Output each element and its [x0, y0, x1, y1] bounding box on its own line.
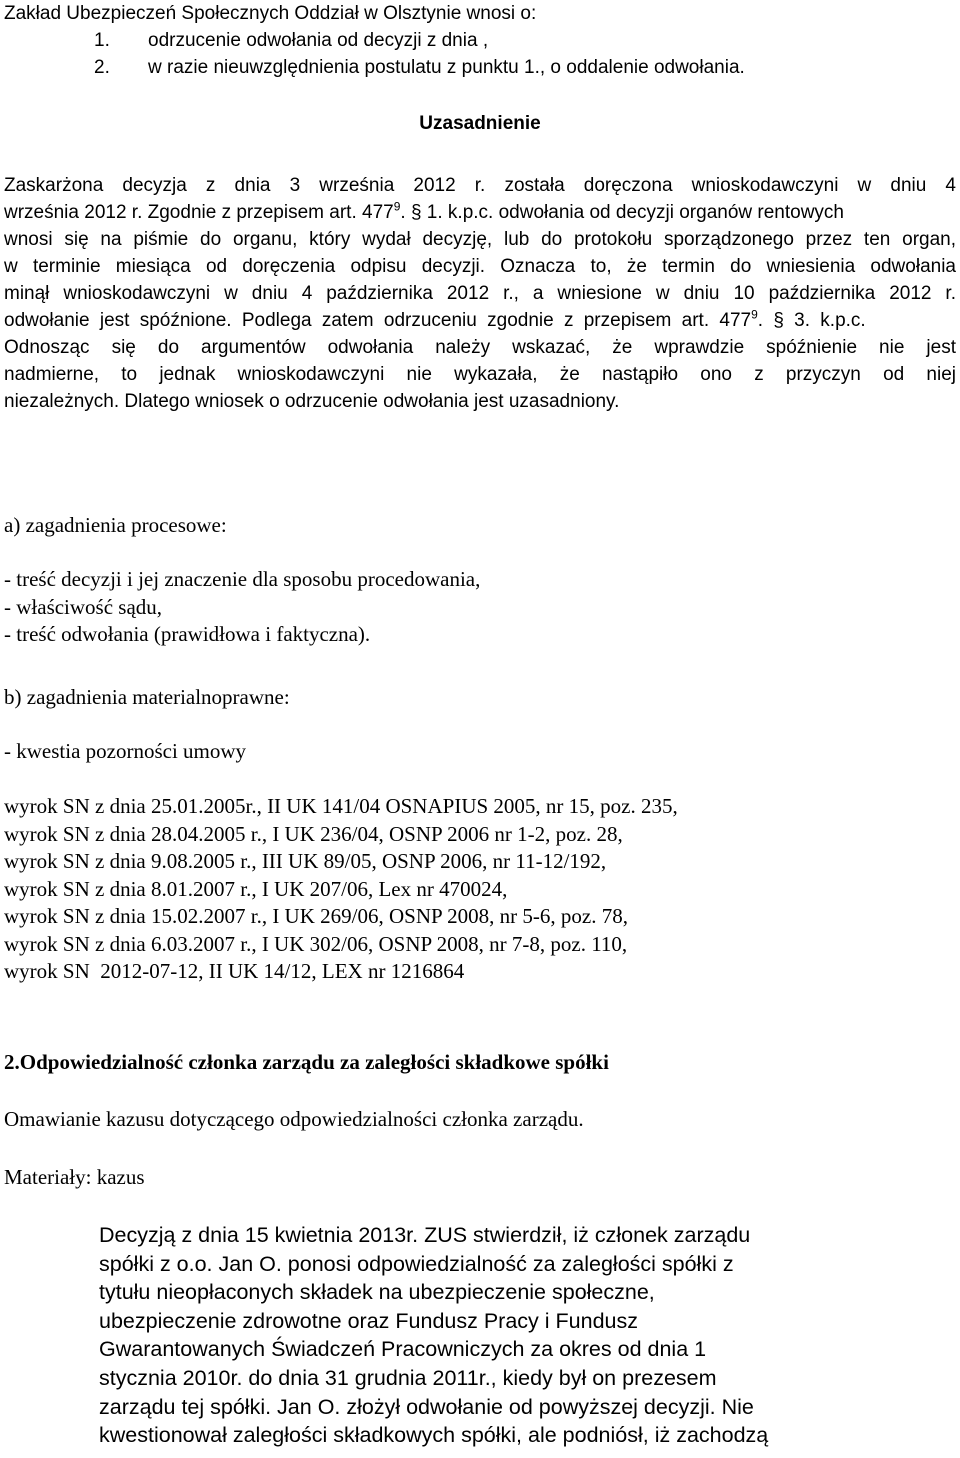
paragraph-line: [4, 199, 956, 226]
case-line: ubezpieczenie zdrowotne oraz Fundusz Pracy i Fundusz: [99, 1308, 638, 1333]
ruling-item: wyrok SN 2012-07-12, II UK 14/12, LEX nr 1216864: [4, 959, 465, 983]
list-text: w razie nieuwzględnienia postulatu z punktu 1., o oddalenie odwołania.: [148, 57, 745, 78]
superscript: 9: [393, 199, 401, 214]
paragraph-text: . § 1. k.p.c. odwołania od decyzji organów rentowych: [400, 202, 844, 223]
case-line: zarządu tej spółki. Jan O. złożył odwołanie od powyższej decyzji. Nie: [99, 1394, 754, 1419]
paragraph-line: Zaskarżona decyzja z dnia 3 września 2012 r. została doręczona wnioskodawczyni w dniu 4: [4, 175, 956, 196]
ruling-item: wyrok SN z dnia 28.04.2005 r., I UK 236/04, OSNP 2006 nr 1-2, poz. 28,: [4, 821, 623, 846]
material-title: b) zagadnienia materialnoprawne:: [4, 685, 290, 709]
case-line: Gwarantowanych Świadczeń Pracowniczych za okres od dnia 1: [99, 1337, 707, 1362]
list-item: - kwestia pozorności umowy: [4, 739, 247, 763]
paragraph-line: minął wnioskodawczyni w dniu 4 października 2012 r., a wniesione w dniu 10 października 2012 r.: [4, 283, 956, 304]
rulings-list: [4, 793, 956, 986]
ruling-item: wyrok SN z dnia 9.08.2005 r., III UK 89/05, OSNP 2006, nr 11-12/192,: [4, 849, 607, 873]
paragraph-line: Odnosząc się do argumentów odwołania należy wskazać, że wprawdzie spóźnienie nie jest: [4, 337, 956, 358]
case-line: stycznia 2010r. do dnia 31 grudnia 2011r., kiedy był on prezesem: [99, 1365, 717, 1390]
list-number: 2.: [94, 57, 110, 78]
justification-paragraph: [4, 172, 956, 415]
section-2-materials: Materiały: kazus: [4, 1165, 145, 1189]
procedural-list: [4, 566, 956, 649]
list-text: odrzucenie odwołania od decyzji z dnia ,: [148, 30, 489, 51]
paragraph-text: . § 3. k.p.c.: [757, 310, 866, 331]
section-2-title: 2.Odpowiedzialność członka zarządu za zaległości składkowe spółki: [4, 1050, 609, 1074]
case-text: [99, 1221, 899, 1450]
paragraph-line: nadmierne, to jednak wnioskodawczyni nie wykazała, że nastąpiło ono z przyczyn od niej: [4, 364, 956, 385]
ruling-item: wyrok SN z dnia 25.01.2005r., II UK 141/04 OSNAPIUS 2005, nr 15, poz. 235,: [4, 794, 678, 818]
paragraph-text: września 2012 r. Zgodnie z przepisem art. 477: [4, 202, 394, 223]
intro-lead: Zakład Ubezpieczeń Społecznych Oddział w Olsztynie wnosi o:: [4, 3, 537, 24]
case-line: tytułu nieopłaconych składek na ubezpieczenie społeczne,: [99, 1280, 655, 1305]
case-line: Decyzją z dnia 15 kwietnia 2013r. ZUS stwierdził, iż członek zarządu: [99, 1223, 751, 1247]
paragraph-line: w terminie miesiąca od doręczenia odpisu decyzji. Oznacza to, że termin do wniesienia odwołania: [4, 256, 956, 277]
superscript: 9: [751, 307, 758, 322]
list-item: [4, 27, 956, 54]
ruling-item: wyrok SN z dnia 6.03.2007 r., I UK 302/06, OSNP 2008, nr 7-8, poz. 110,: [4, 931, 628, 956]
case-line: spółki z o.o. Jan O. ponosi odpowiedzialność za zaległości spółki z: [99, 1251, 734, 1276]
paragraph-text: odwołanie jest spóźnione. Podlega zatem odrzuceniu zgodnie z przepisem art. 477: [4, 310, 752, 331]
list-item: - treść odwołania (prawidłowa i faktyczna).: [4, 622, 371, 646]
paragraph-line: wnosi się na piśmie do organu, który wydał decyzję, lub do protokołu sporządzonego przez ten organ,: [4, 229, 956, 250]
list-number: 1.: [94, 30, 110, 51]
intro-section: [4, 0, 956, 81]
list-item: [4, 54, 956, 81]
case-line: kwestionował zaległości składkowych spółki, ale podniósł, iż zachodzą: [99, 1423, 769, 1448]
ruling-item: wyrok SN z dnia 15.02.2007 r., I UK 269/06, OSNP 2008, nr 5-6, poz. 78,: [4, 904, 628, 928]
section-2-description: Omawianie kazusu dotyczącego odpowiedzialności członka zarządu.: [4, 1107, 584, 1131]
intro-list: [4, 27, 956, 81]
paragraph-line: niezależnych. Dlatego wniosek o odrzucenie odwołania jest uzasadniony.: [4, 391, 620, 412]
procedural-title: a) zagadnienia procesowe:: [4, 513, 227, 537]
paragraph-line: [4, 307, 956, 334]
ruling-item: wyrok SN z dnia 8.01.2007 r., I UK 207/06, Lex nr 470024,: [4, 876, 508, 901]
justification-heading: Uzasadnienie: [419, 113, 541, 134]
list-item: - właściwość sądu,: [4, 594, 163, 619]
material-list: [4, 738, 956, 766]
list-item: - treść decyzji i jej znaczenie dla sposobu procedowania,: [4, 567, 481, 591]
